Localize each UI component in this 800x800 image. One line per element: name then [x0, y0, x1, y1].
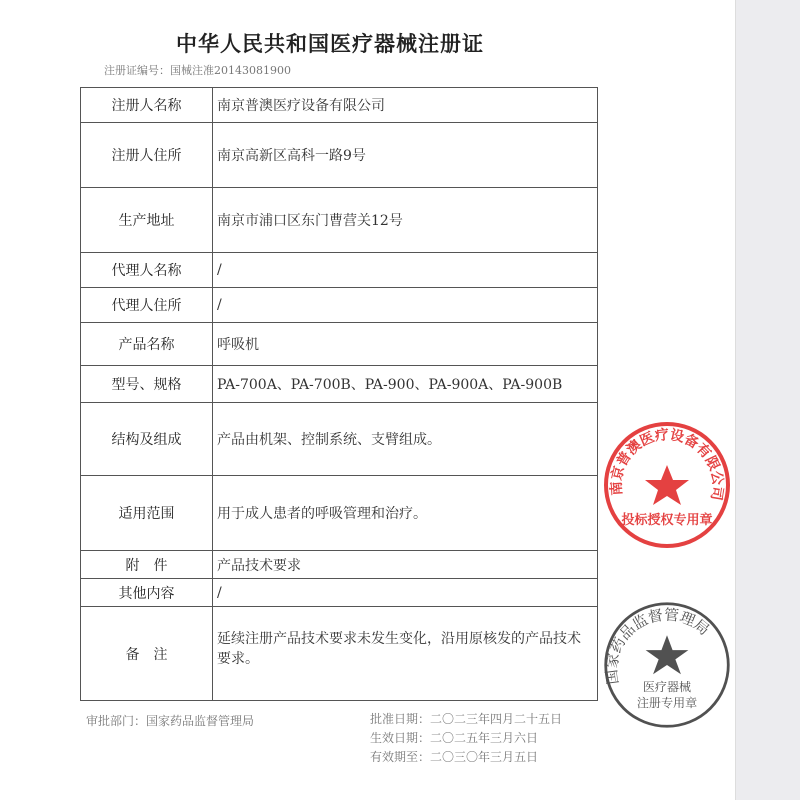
- valid-until: 有效期至：二〇三〇年三月五日: [370, 750, 539, 764]
- star-icon: [646, 635, 689, 674]
- field-value: 南京市浦口区东门曹营关12号: [213, 188, 598, 253]
- stamp-line-2: 注册专用章: [636, 695, 698, 710]
- approval-department: 审批部门：国家药品监督管理局: [86, 714, 255, 728]
- field-value: 呼吸机: [213, 323, 598, 366]
- field-label: 附 件: [81, 551, 213, 579]
- table-row: [81, 123, 598, 188]
- table-row: [81, 403, 598, 476]
- approval-date: 批准日期：二〇二三年四月二十五日: [370, 712, 563, 726]
- field-value: 南京高新区高科一路9号: [213, 123, 598, 188]
- field-label: 注册人名称: [81, 88, 213, 123]
- field-value: 用于成人患者的呼吸管理和治疗。: [213, 476, 598, 551]
- approval-dates: [370, 710, 562, 767]
- registration-number: 注册证编号：国械注准20143081900: [104, 64, 291, 77]
- stamp-ring-text: 南京普澳医疗设备有限公司: [608, 427, 726, 502]
- company-seal-stamp: [602, 420, 732, 550]
- field-label: 注册人住所: [81, 123, 213, 188]
- stamp-ring-text: 国家药品监督管理局: [602, 605, 714, 686]
- field-value: /: [213, 579, 598, 607]
- field-label: 代理人名称: [81, 253, 213, 288]
- stamp-bottom-text: 投标授权专用章: [621, 513, 713, 528]
- page-edge: [735, 0, 800, 800]
- field-value: 产品技术要求: [213, 551, 598, 579]
- nmpa-seal-stamp: [602, 600, 732, 730]
- field-value: /: [213, 288, 598, 323]
- table-row: [81, 88, 598, 123]
- document-title: 中华人民共和国医疗器械注册证: [176, 32, 484, 56]
- svg-text:国家药品监督管理局: [602, 606, 713, 686]
- field-label: 结构及组成: [81, 403, 213, 476]
- field-label: 其他内容: [81, 579, 213, 607]
- effective-date: 生效日期：二〇二五年三月六日: [370, 731, 539, 745]
- field-value: 延续注册产品技术要求未发生变化，沿用原核发的产品技术要求。: [213, 607, 598, 701]
- table-row: [81, 476, 598, 551]
- table-row: [81, 551, 598, 579]
- field-label: 生产地址: [81, 188, 213, 253]
- table-row: [81, 607, 598, 701]
- stamp-line-1: 医疗器械: [642, 680, 692, 694]
- field-label: 代理人住所: [81, 288, 213, 323]
- table-row: [81, 366, 598, 403]
- field-value: /: [213, 253, 598, 288]
- table-row: [81, 253, 598, 288]
- table-row: [81, 288, 598, 323]
- field-value: 产品由机架、控制系统、支臂组成。: [213, 403, 598, 476]
- field-label: 适用范围: [81, 476, 213, 551]
- table-row: [81, 188, 598, 253]
- field-label: 备 注: [81, 607, 213, 701]
- table-row: [81, 579, 598, 607]
- star-icon: [645, 465, 689, 505]
- field-value: PA-700A、PA-700B、PA-900、PA-900A、PA-900B: [213, 366, 598, 403]
- field-label: 型号、规格: [81, 366, 213, 403]
- field-label: 产品名称: [81, 323, 213, 366]
- certificate-table: [80, 87, 598, 701]
- field-value: 南京普澳医疗设备有限公司: [213, 88, 598, 123]
- table-row: [81, 323, 598, 366]
